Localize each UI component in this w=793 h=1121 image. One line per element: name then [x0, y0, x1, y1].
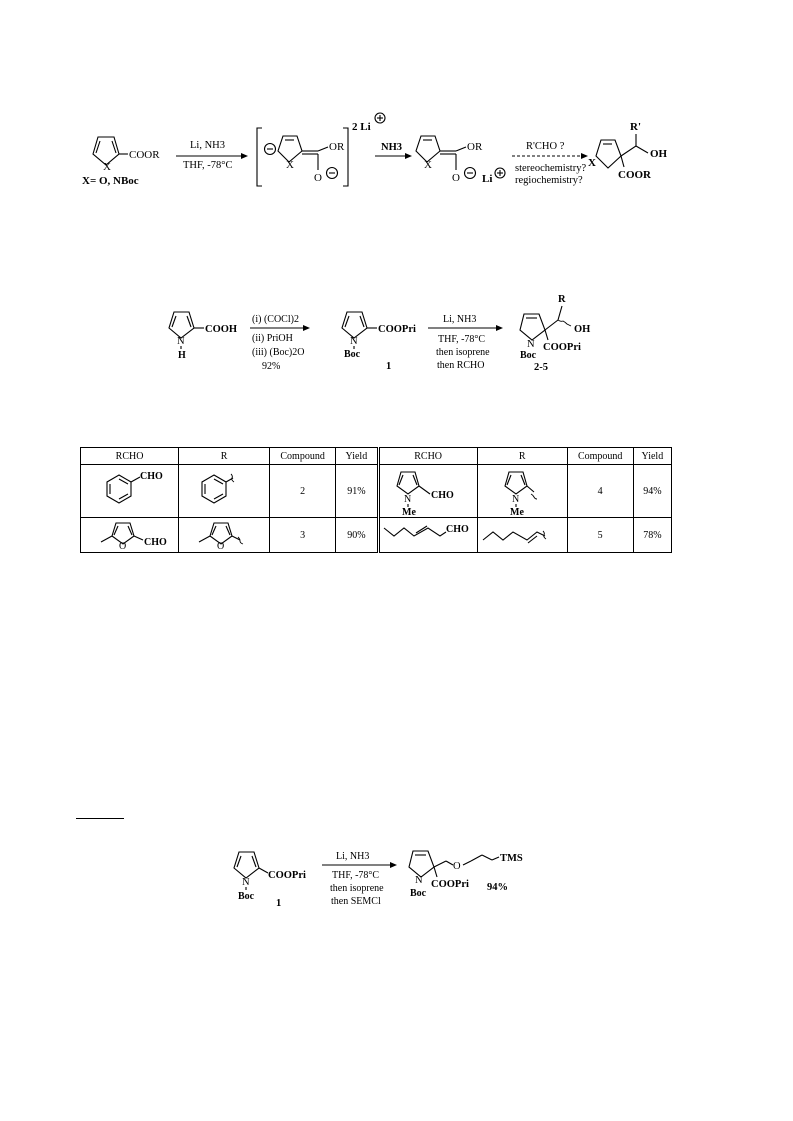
methylpyrrole-aldehyde-cell: [378, 465, 477, 518]
header-rcho-2: RCHO: [378, 448, 477, 465]
scheme-3: [0, 835, 793, 935]
condition-3: (iii) (Boc)2O: [252, 347, 305, 358]
header-rcho: RCHO: [81, 448, 179, 465]
product-o-label: O: [453, 861, 461, 872]
product-oh-label: OH: [650, 148, 668, 160]
reaction-arrow-2: [375, 142, 412, 159]
hexenyl-structure: [479, 520, 565, 550]
furan-o-label: O: [118, 541, 126, 552]
hexenal-cell: [378, 518, 477, 553]
reagent-2: THF, -78°C: [332, 870, 380, 881]
reagent-2: THF, -78°C: [438, 334, 486, 345]
header-r: R: [179, 448, 270, 465]
r-furan-o-label: O: [217, 541, 225, 552]
rcho-label: CHO: [446, 524, 469, 535]
enolate-oxygen: O: [452, 172, 460, 184]
header-compound-2: Compound: [567, 448, 633, 465]
sm-boc-label: Boc: [238, 891, 255, 902]
enolate: [416, 136, 505, 185]
enolate-or-label: OR: [467, 141, 483, 153]
methylfuryl-cell: [179, 518, 270, 553]
dianion-bracket: [257, 113, 385, 186]
acid-h-label: H: [178, 350, 186, 361]
condition-yield: 92%: [262, 361, 281, 372]
arrow1-reagent-top: Li, NH3: [190, 140, 225, 151]
cpd1-boc-label: Boc: [344, 349, 361, 360]
scheme3-arrow: [322, 851, 397, 907]
methylfurfural-structure: [85, 520, 175, 550]
product-coor-label: COOR: [618, 169, 651, 181]
yield-5: 78%: [633, 518, 671, 553]
benzaldehyde-structure: [90, 467, 170, 515]
scheme-1: [0, 110, 793, 310]
methylpyrrolyl-structure: [487, 466, 557, 516]
methylfuryl-structure: [189, 520, 259, 550]
rcho-label: CHO: [139, 471, 163, 482]
header-r-2: R: [477, 448, 567, 465]
phenyl-cell: [179, 465, 270, 518]
reagent-3: then isoprene: [330, 883, 384, 894]
enolate-het-label: X: [424, 159, 432, 171]
pyrrole-me-label: Me: [402, 507, 417, 518]
table-row: [81, 518, 672, 553]
dianion-or-label: OR: [329, 141, 345, 153]
arrow2-reagent: NH3: [381, 142, 402, 153]
methylpyrrolyl-cell: [477, 465, 567, 518]
sm-number: 1: [276, 898, 282, 909]
scheme2-arrow-2: [428, 314, 503, 371]
product-tms-label: TMS: [500, 853, 523, 864]
rcho-label: CHO: [431, 490, 454, 501]
reagent-4: then RCHO: [437, 360, 485, 371]
product-ester-label: COOPri: [431, 879, 469, 890]
start-heterocycle: [82, 137, 160, 187]
arrow3-question-regio: regiochemistry?: [515, 175, 583, 186]
benzaldehyde-cell: [81, 465, 179, 518]
header-yield: Yield: [336, 448, 378, 465]
compound-1-repeat: [234, 852, 306, 909]
arrow3-reagent: R'CHO ?: [526, 141, 565, 152]
product-boc-label: Boc: [410, 888, 427, 899]
dianion-oxygen: O: [314, 172, 322, 184]
cpd1-n-label: N: [350, 336, 358, 347]
r-me-label: Me: [510, 507, 525, 518]
condition-2: (ii) PriOH: [252, 333, 293, 344]
pyrrole-n-label: N: [404, 494, 412, 505]
reagent-1: Li, NH3: [443, 314, 477, 325]
dianion-het-label: X: [286, 159, 294, 171]
compound-2-5: [520, 294, 590, 373]
table-header-row: [81, 448, 672, 465]
hexenal-structure: [380, 520, 476, 550]
scheme-2: [0, 290, 793, 410]
product-number: 2-5: [534, 362, 548, 373]
compound-5: 5: [567, 518, 633, 553]
yield-4: 94%: [633, 465, 671, 518]
results-table: [80, 447, 672, 553]
hexenyl-cell: [477, 518, 567, 553]
enolate-li-label: Li: [482, 173, 493, 185]
scheme1-product: [588, 121, 668, 181]
compound-3: 3: [270, 518, 336, 553]
phenyl-structure: [189, 467, 259, 515]
start-ester-label: COOR: [129, 149, 160, 161]
cpd1-number: 1: [386, 361, 392, 372]
compound-4: 4: [567, 465, 633, 518]
compound-2: 2: [270, 465, 336, 518]
start-definition: X= O, NBoc: [82, 175, 139, 187]
methylfurfural-cell: [81, 518, 179, 553]
product-het-label: X: [588, 157, 596, 169]
yield-3: 90%: [336, 518, 378, 553]
acid-n-label: N: [177, 336, 185, 347]
product-ester-label: COOPri: [543, 342, 581, 353]
reagent-1: Li, NH3: [336, 851, 370, 862]
sm-ester-label: COOPri: [268, 870, 306, 881]
footnote-rule: [76, 818, 124, 819]
product-n-label: N: [415, 875, 423, 886]
rcho-label: CHO: [143, 537, 167, 548]
compound-1: [342, 312, 416, 372]
reagent-4: then SEMCl: [331, 896, 381, 907]
pyrrole-acid: [169, 312, 237, 361]
acid-cooh-label: COOH: [205, 324, 238, 335]
start-het-label: X: [103, 161, 111, 173]
arrow1-reagent-bottom: THF, -78°C: [183, 160, 233, 171]
cpd1-ester-label: COOPri: [378, 324, 416, 335]
reaction-arrow-3: [512, 141, 588, 186]
product-boc-label: Boc: [520, 350, 537, 361]
methylpyrrole-aldehyde-structure: [384, 466, 472, 516]
reagent-3: then isoprene: [436, 347, 490, 358]
header-yield-2: Yield: [633, 448, 671, 465]
product-r-label: R': [630, 121, 641, 133]
r-n-label: N: [512, 494, 520, 505]
table-row: [81, 465, 672, 518]
reaction-arrow-1: [176, 140, 248, 171]
yield-2: 91%: [336, 465, 378, 518]
arrow3-question-stereo: stereochemistry?: [515, 163, 587, 174]
product-n-label: N: [527, 339, 535, 350]
product-oh-label: OH: [574, 324, 591, 335]
header-compound: Compound: [270, 448, 336, 465]
dianion-charge: 2 Li: [352, 121, 371, 133]
sem-product: [409, 851, 523, 899]
sm-n-label: N: [242, 877, 250, 888]
product-r-label: R: [558, 294, 566, 305]
product-yield: 94%: [487, 882, 508, 893]
scheme2-arrow-1: [250, 314, 310, 372]
condition-1: (i) (COCl)2: [252, 314, 299, 325]
